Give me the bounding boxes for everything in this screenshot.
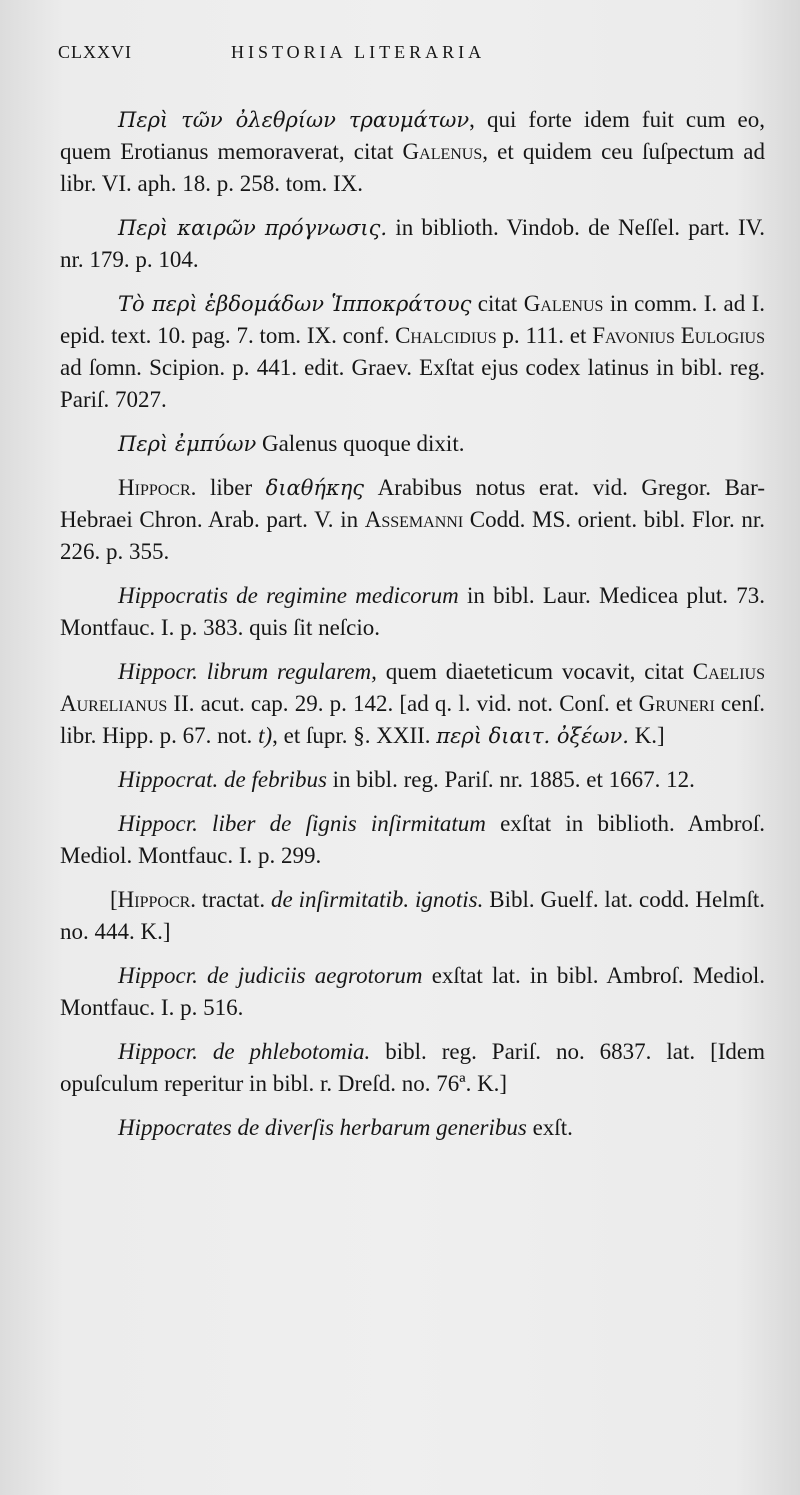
paragraph bbox=[60, 580, 765, 644]
work-title: Hippocratis de regimine medicorum bbox=[118, 583, 459, 608]
running-title: HISTORIA LITERARIA bbox=[231, 42, 486, 62]
paragraph bbox=[60, 428, 765, 460]
text-run: quem diaeteticum vocavit, citat bbox=[376, 659, 693, 684]
text-run: Bibl. Guelf. lat. codd. Helmſt. no. 444. K.] bbox=[60, 887, 765, 944]
text-run: p. 111. et bbox=[496, 323, 593, 348]
text-run: Galenus quoque dixit. bbox=[256, 431, 465, 456]
work-title: Hippocrat. de febribus bbox=[118, 767, 327, 792]
text-run: [ bbox=[110, 887, 118, 912]
paragraph bbox=[60, 808, 765, 872]
author-name: Galenus bbox=[523, 291, 604, 316]
author-name: Assemanni bbox=[364, 507, 464, 532]
text-run: liber bbox=[196, 475, 266, 500]
text-run: in bibl. reg. Pariſ. nr. 1885. et 1667. 12. bbox=[326, 767, 695, 792]
text-run: II. acut. cap. 29. p. 142. [ad q. l. vid. not. Conſ. et bbox=[167, 691, 639, 716]
text-run: ad ſomn. Scipion. p. 441. edit. Graev. Exſtat ejus codex latinus in bibl. reg. Pariſ. 7027. bbox=[60, 355, 765, 412]
work-title: Hippocr. de judiciis aegrotorum bbox=[118, 963, 423, 988]
paragraph bbox=[60, 288, 765, 416]
greek-word: διαθήκης bbox=[265, 476, 365, 500]
text-run: exſtat lat. in bibl. Ambroſ. Mediol. Montfauc. I. p. 516. bbox=[60, 963, 766, 1020]
author-name: Favonius Eulogius bbox=[592, 323, 765, 348]
work-title: Hippocr. de phlebotomia. bbox=[118, 1039, 371, 1064]
text-run: exſt. bbox=[526, 1115, 573, 1140]
paragraph bbox=[60, 764, 765, 796]
text-run: , qui forte idem fuit cum eo, quem Erotianus memoraverat, citat bbox=[60, 107, 765, 164]
work-title: de inſirmitatib. ignotis. bbox=[271, 887, 484, 912]
text-run: K.] bbox=[628, 723, 665, 748]
paragraph bbox=[60, 472, 765, 568]
text-run: in comm. I. ad I. epid. text. 10. pag. 7. tom. IX. conf. bbox=[60, 291, 765, 348]
paragraph bbox=[60, 1112, 765, 1144]
paragraph bbox=[60, 656, 765, 752]
running-head bbox=[58, 42, 758, 72]
work-title: Hippocr. librum regularem, bbox=[118, 659, 377, 684]
text-run: , et quidem ceu ſuſpectum ad libr. VI. aph. 18. p. 258. tom. IX. bbox=[60, 139, 765, 196]
paragraph bbox=[60, 1036, 765, 1100]
paragraph bbox=[60, 960, 765, 1024]
text-run: in bibl. Laur. Medicea plut. 73. Montfauc. I. p. 383. quis ſit neſcio. bbox=[60, 583, 765, 640]
author-name: Hippocr. bbox=[117, 887, 197, 912]
paragraph bbox=[60, 104, 765, 200]
text-run: , et ſupr. §. XXII. bbox=[272, 723, 437, 748]
text-run: tractat. bbox=[196, 887, 271, 912]
text-run: Arabibus notus erat. vid. Gregor. Bar-Hebraei Chron. Arab. part. V. in bbox=[60, 475, 765, 532]
work-title: Hippocrates de diverſis herbarum generibus bbox=[118, 1115, 527, 1140]
paragraph bbox=[60, 884, 765, 948]
author-name: Galenus bbox=[402, 139, 483, 164]
author-name: Caelius Aurelianus bbox=[60, 659, 765, 716]
paragraph bbox=[60, 212, 765, 276]
author-name: Hippocr. bbox=[118, 475, 197, 500]
work-title: Hippocr. liber de ſignis inſirmitatum bbox=[118, 811, 486, 836]
page-number: CLXXVI bbox=[58, 42, 132, 62]
text-run: citat bbox=[471, 291, 524, 316]
body-text bbox=[60, 104, 765, 1156]
greek-title: Περὶ τῶν ὀλεθρίων τραυμάτων bbox=[118, 108, 470, 132]
text-run: exſtat in biblioth. Ambroſ. Mediol. Montfauc. I. p. 299. bbox=[60, 811, 765, 868]
greek-title: Περὶ καιρῶν πρόγνωσις. bbox=[118, 216, 388, 240]
text-run: Codd. MS. orient. bibl. Flor. nr. 226. p. 355. bbox=[60, 507, 765, 564]
greek-title: Περὶ ἐμπύων bbox=[118, 432, 257, 456]
greek-title: περὶ διαιτ. ὀξέων. bbox=[436, 724, 629, 748]
author-name: Chalcidius bbox=[395, 323, 497, 348]
note-mark: t) bbox=[258, 723, 273, 748]
author-name: Gruneri bbox=[638, 691, 715, 716]
greek-title: Τὸ περὶ ἑβδομάδων Ἱπποκράτους bbox=[118, 292, 472, 316]
text-run: bibl. reg. Pariſ. no. 6837. lat. [Idem opuſculum reperitur in bibl. r. Dreſd. no. 76ª. K.] bbox=[60, 1039, 766, 1096]
text-run: in biblioth. Vindob. de Neſſel. part. IV. nr. 179. p. 104. bbox=[60, 215, 766, 272]
text-run: cenſ. libr. Hipp. p. 67. not. bbox=[60, 691, 765, 748]
